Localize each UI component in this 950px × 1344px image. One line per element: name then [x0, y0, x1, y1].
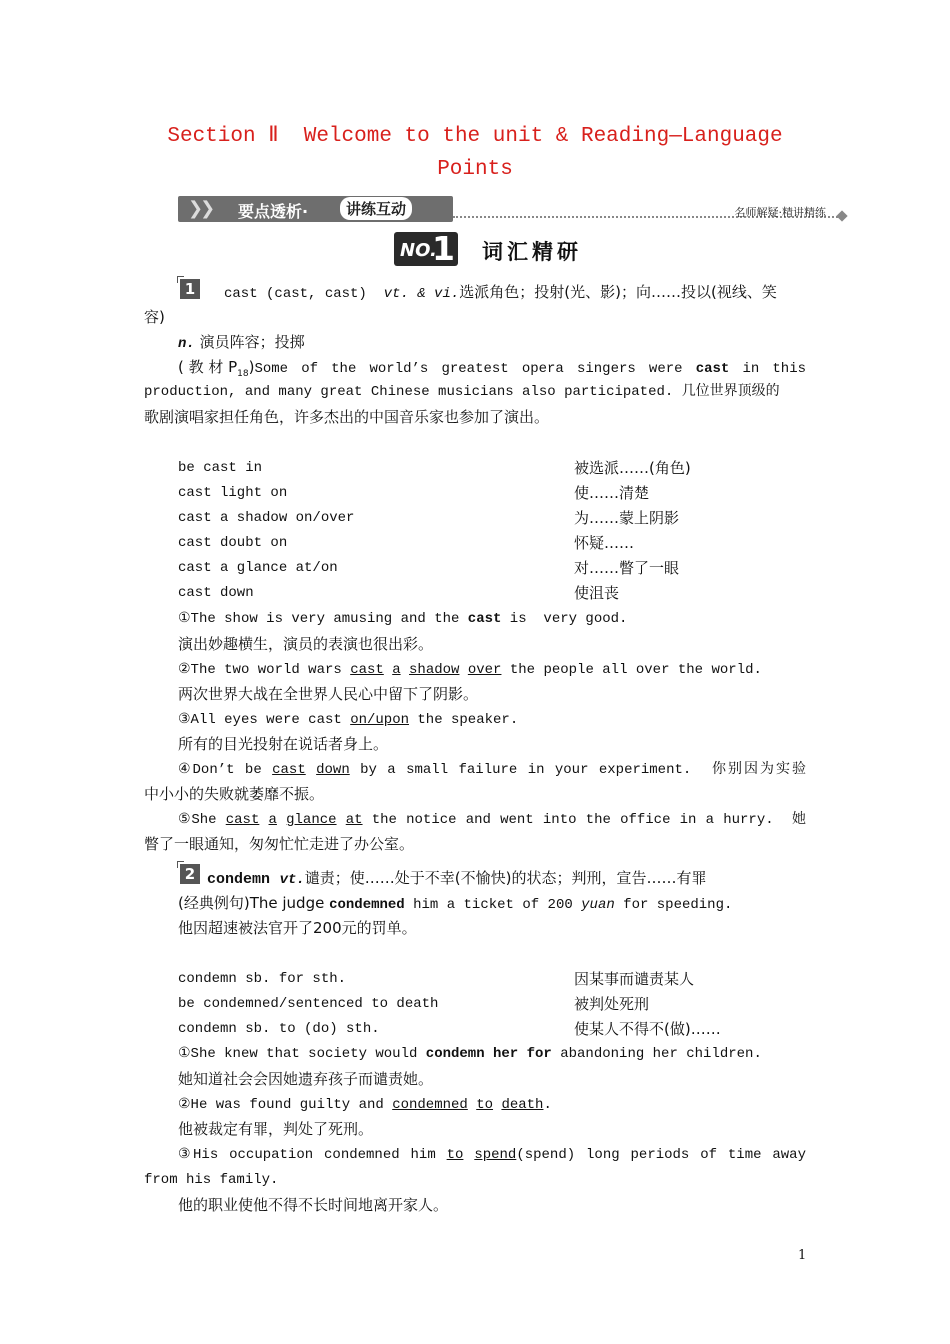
sentence-translation: 他被裁定有罪，判处了死刑。 [178, 1120, 374, 1138]
example-text-mid: him a ticket of 200 [404, 897, 582, 913]
phrase-cn: 怀疑…… [574, 534, 635, 552]
underlined-word: to [446, 1147, 464, 1163]
phrase-cn: 因某事而谴责某人 [574, 970, 695, 988]
word-forms: (cast, cast) [257, 286, 384, 302]
sentence-continued: from his family. [144, 1172, 279, 1188]
part-of-speech: vt. [279, 872, 305, 888]
sentence-translation: 所有的目光投射在说话者身上。 [178, 735, 389, 753]
no1-badge [394, 229, 458, 268]
sentence-translation: 她知道社会会因她遗弃孩子而谴责她。 [178, 1070, 434, 1088]
sentence-text-end: (spend) long periods of time away [516, 1147, 806, 1163]
example-translation: 歌剧演唱家担任角色，许多杰出的中国音乐家也参加了演出。 [144, 408, 550, 426]
sentence-translation: 瞥了一眼通知，匆匆忙忙走进了办公室。 [144, 835, 415, 853]
diamond-icon [836, 210, 847, 221]
sentence-keyword: condemn her for [425, 1046, 552, 1062]
sentence-text: ③His occupation condemned him [178, 1147, 447, 1163]
title-line-2: Points [437, 158, 513, 181]
item-number-badge: 2 [180, 864, 200, 884]
banner-pill-text: 讲练互动 [340, 197, 412, 220]
underlined-word: on/upon [350, 712, 409, 728]
sentence-text: ②The two world wars [178, 662, 351, 678]
example-sentence [178, 660, 761, 680]
page-title [0, 120, 950, 186]
example-sentence [178, 760, 806, 780]
underlined-word: spend [474, 1147, 517, 1163]
underlined-word: over [467, 662, 502, 678]
underlined-word: cast [350, 662, 384, 678]
phrase-en: condemn sb. to (do) sth. [178, 1021, 380, 1037]
example-sentence [178, 710, 518, 730]
underlined-word: death [501, 1097, 544, 1113]
item1-header [224, 282, 777, 304]
example-sentence [178, 609, 627, 629]
sentence-text: ④Don’t be [178, 762, 273, 778]
italic-word: yuan [581, 897, 615, 913]
phrase-en: cast down [178, 585, 254, 601]
sentence-text-end: is very good. [501, 611, 628, 627]
phrase-cn: 使沮丧 [574, 584, 620, 602]
underlined-word: cast [225, 812, 260, 828]
phrase-en: cast light on [178, 485, 288, 501]
sentence-text: ①The show is very amusing and the [178, 611, 468, 627]
sentence-text: ②He was found guilty and [178, 1097, 393, 1113]
sentence-text-end: the people all over the world. [501, 662, 762, 678]
badge-no-text: NO. [400, 240, 437, 261]
example-sentence [178, 810, 806, 830]
textbook-example [178, 357, 806, 384]
noun-definition [178, 332, 305, 354]
banner-left-text: 要点透析· [238, 202, 309, 221]
phrase-cn: 被判处死刑 [574, 995, 650, 1013]
example-text: (经典例句)The judge [178, 894, 330, 912]
classic-example [178, 893, 732, 915]
banner-dark-block [178, 196, 453, 222]
phrase-en: cast a glance at/on [178, 560, 338, 576]
section-banner [178, 196, 846, 222]
phrase-cn: 对……瞥了一眼 [574, 559, 680, 577]
sentence-text-end: the notice and went into the office in a hurry. 她 [362, 812, 807, 828]
underlined-word: to [476, 1097, 494, 1113]
badge-number: 1 [432, 229, 455, 268]
chevron-right-icon: ❯❯ [188, 198, 213, 219]
sentence-text: ③All eyes were cast [178, 712, 351, 728]
sentence-translation: 两次世界大战在全世界人民心中留下了阴影。 [178, 685, 479, 703]
sentence-text-end: abandoning her children. [551, 1046, 762, 1062]
example-text: Some of the world’s greatest opera singers were [254, 361, 696, 377]
underlined-word: down [316, 762, 350, 778]
sentence-keyword: cast [467, 611, 502, 627]
example-source [178, 358, 255, 379]
phrase-en: cast a shadow on/over [178, 510, 355, 526]
definition: 选派角色；投射(光、影)；向……投以(视线、笑 [459, 283, 777, 301]
sentence-text: ①She knew that society would [178, 1046, 426, 1062]
underlined-word: cast [272, 762, 306, 778]
headword: cast [224, 286, 258, 302]
noun-def-text: 演员阵容；投掷 [199, 333, 305, 351]
src-end: ) [248, 358, 255, 376]
definition-continued: 容) [144, 308, 165, 326]
sentence-translation: 中小小的失败就萎靡不振。 [144, 785, 325, 803]
sentence-text-end: by a small failure in your experiment. 你别因为实验 [349, 762, 806, 778]
section-heading-text: 词汇精研 [482, 240, 582, 264]
example-text-end: in this [729, 361, 806, 377]
underlined-word: at [345, 812, 363, 828]
noun-pos: n. [178, 336, 195, 352]
src-text: (教材P [178, 358, 238, 376]
sentence-translation: 他的职业使他不得不长时间地离开家人。 [178, 1196, 449, 1214]
example-translation: 他因超速被法官开了200元的罚单。 [178, 919, 417, 937]
part-of-speech [384, 286, 460, 302]
example-sentence [178, 1095, 552, 1115]
src-page: 18 [237, 369, 249, 379]
sentence-translation: 演出妙趣横生，演员的表演也很出彩。 [178, 635, 434, 653]
item-number-badge: 1 [180, 279, 200, 299]
phrase-cn: 为……蒙上阴影 [574, 509, 680, 527]
phrase-en: condemn sb. for sth. [178, 971, 347, 987]
example-line-2: production, and many great Chinese musicians also participated. 几位世界顶级的 [144, 384, 780, 400]
underlined-word: a [268, 812, 277, 828]
phrase-en: be cast in [178, 460, 263, 476]
underlined-word: a [392, 662, 401, 678]
example-text-end: for speeding. [614, 897, 733, 913]
example-keyword: condemned [329, 897, 405, 913]
phrase-cn: 被选派……(角色) [574, 459, 691, 477]
underlined-word: glance [286, 812, 337, 828]
banner-right-text: 名师解疑·精讲精练 [734, 206, 826, 219]
phrase-en: be condemned/sentenced to death [178, 996, 439, 1012]
item2-header [207, 868, 707, 890]
underlined-word: shadow [409, 662, 460, 678]
title-line-1: Section Ⅱ Welcome to the unit & Reading—Language [167, 125, 783, 148]
sentence-text-end: . [543, 1097, 552, 1113]
example-keyword: cast [695, 361, 730, 377]
definition: 谴责；使……处于不幸(不愉快)的状态；判刑，宣告……有罪 [304, 869, 707, 887]
phrase-cn: 使……清楚 [574, 484, 650, 502]
phrase-en: cast doubt on [178, 535, 288, 551]
sentence-text: ⑤She [178, 812, 226, 828]
example-sentence [178, 1145, 806, 1165]
underlined-word: condemned [392, 1097, 468, 1113]
sentence-text-end: the speaker. [409, 712, 519, 728]
page-number: 1 [798, 1248, 807, 1263]
example-sentence [178, 1044, 762, 1064]
headword: condemn [207, 871, 271, 888]
pos-text: vt. & vi. [383, 286, 460, 302]
phrase-cn: 使某人不得不(做)…… [574, 1020, 721, 1038]
